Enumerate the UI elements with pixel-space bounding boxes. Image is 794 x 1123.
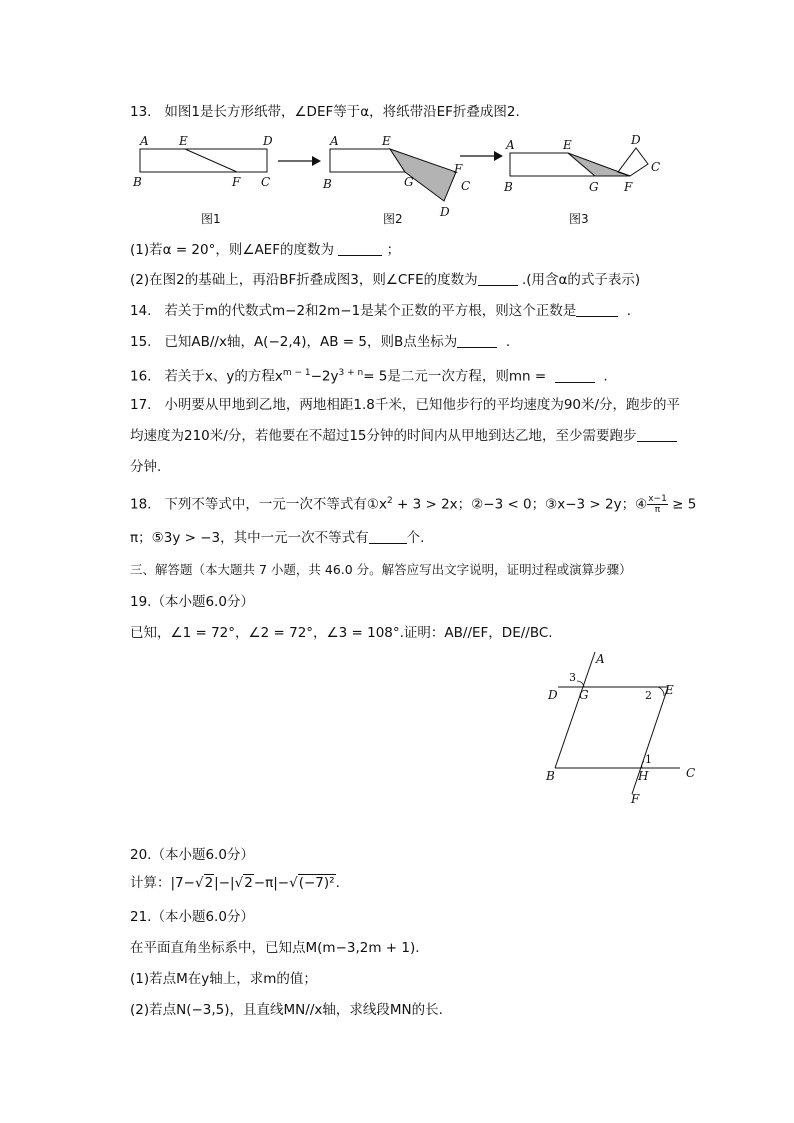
svg-text:G: G [404,175,414,189]
svg-text:1: 1 [645,753,652,766]
svg-text:B: B [323,177,332,191]
svg-text:3: 3 [569,671,576,684]
svg-text:B: B [546,769,555,783]
svg-text:A: A [330,134,339,148]
svg-text:E: E [382,134,391,148]
caption-fig1: 图1 [201,212,221,226]
svg-text:G: G [579,688,589,702]
svg-text:A: A [506,138,515,152]
q19-figure [540,646,710,806]
caption-fig3: 图3 [569,212,589,226]
answer-blank[interactable] [555,368,595,383]
q13-part2: (2)在图2的基础上，再沿BF折叠成图3，则∠CFE的度数为 .(用含α的式子表示) [130,272,641,288]
svg-text:D: D [548,688,558,702]
q18-line1: 18. 下列不等式中，一元一次不等式有$①x^2 + 3 > 2x$；②−3 < 0；③x−3 > 2y；④ $\frac{x-1}{\pi}$ ≥ 5 [130,494,697,515]
q14: 14. 若关于m的代数式m−2和2m−1是某个正数的平方根，则这个正数是 . [130,303,632,319]
answer-blank[interactable] [637,427,677,442]
section-3-header: 三、解答题（本大题共 7 小题，共 46.0 分。解答应写出文字说明，证明过程或演算步骤） [130,562,632,577]
answer-blank[interactable] [457,333,497,348]
q17-line1: 17. 小明要从甲地到乙地，两地相距1.8千米，已知他步行的平均速度为90米/分，跑步的平 [130,397,681,413]
q15: 15. 已知AB//x轴，A(−2,4)，AB = 5，则B点坐标为 . [130,334,511,350]
q17-line2: 均速度为210米/分，若他要在不超过15分钟的时间内从甲地到达乙地，至少需要跑步 [130,426,677,446]
answer-blank[interactable] [369,529,407,544]
svg-text:A: A [140,134,149,148]
answer-blank[interactable] [478,271,518,286]
svg-text:E: E [665,683,674,697]
q18-line2: π；⑤3y > −3，其中一元一次不等式有 个. [130,530,425,546]
figure-2 [320,130,480,222]
q13-stem: 13. 如图1是长方形纸带，∠DEF等于α，将纸带沿EF折叠成图2. [130,104,520,120]
svg-text:E: E [179,134,188,148]
q19-header: 19.（本小题6.0分） [130,594,254,610]
q21-stem: 在平面直角坐标系中，已知点M(m−3,2m + 1). [130,940,420,956]
svg-text:H: H [638,769,649,783]
q13-part1: (1)若α = 20°，则∠AEF的度数为 ； [130,242,401,258]
svg-text:G: G [589,180,599,194]
svg-text:F: F [624,180,633,194]
caption-fig2: 图2 [383,212,403,226]
answer-blank[interactable] [338,241,382,256]
q17-line3: 分钟. [130,459,162,475]
svg-text:B: B [133,175,142,189]
svg-text:D: D [263,134,273,148]
svg-text:E: E [563,138,572,152]
q20-header: 20.（本小题6.0分） [130,847,254,863]
q21-part1: (1)若点M在y轴上，求m的值； [130,971,317,987]
answer-blank[interactable] [576,302,618,317]
svg-text:F: F [631,792,640,806]
q16: 16. 若关于x、y的方程$x^{m - 1}-2y^{3 + n}= 5$是二元一次方程，则mn = . [130,368,608,385]
svg-text:D: D [631,133,641,147]
arrow-right-icon [276,154,322,168]
svg-text:C: C [461,179,471,193]
svg-text:F: F [454,162,463,176]
svg-text:D: D [440,205,450,219]
q19-text: 已知，∠1 = 72°，∠2 = 72°，∠3 = 108°.证明：AB//EF，DE//BC. [130,625,553,641]
q21-part2: (2)若点N(−3,5)，且直线MN//x轴，求线段MN的长. [130,1002,443,1018]
svg-text:C: C [651,160,661,174]
svg-text:C: C [686,766,696,780]
arrow-right-icon [458,149,504,163]
svg-text:F: F [232,175,241,189]
svg-text:B: B [504,180,513,194]
q21-header: 21.（本小题6.0分） [130,909,254,925]
svg-text:2: 2 [645,689,652,702]
svg-text:C: C [261,175,271,189]
svg-text:A: A [596,652,605,666]
figure-3 [500,128,670,198]
figure-1 [130,130,290,194]
q20-text: 计算：|7−√2|−|√2−π|−√(−7)². [130,875,340,891]
